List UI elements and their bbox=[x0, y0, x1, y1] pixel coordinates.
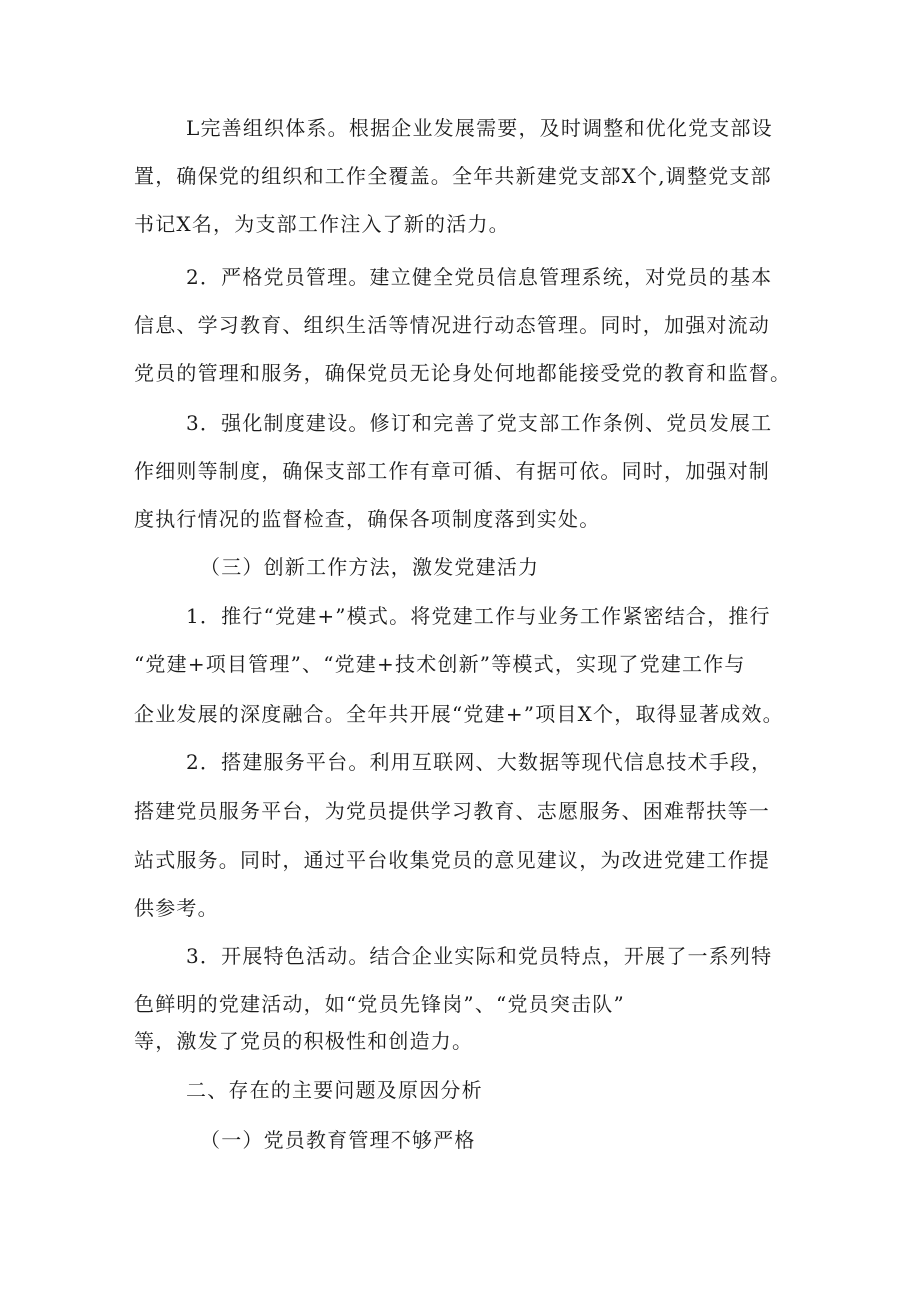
body-line: 站式服务。同时，通过平台收集党员的意见建议，为改进党建工作提 bbox=[134, 848, 770, 872]
body-line: L完善组织体系。根据企业发展需要，及时调整和优化党支部设 bbox=[186, 116, 773, 140]
body-line: 供参考。 bbox=[134, 896, 219, 920]
body-line: 信息、学习教育、组织生活等情况进行动态管理。同时，加强对流动 bbox=[134, 313, 770, 337]
body-line: 1．推行“党建+”模式。将党建工作与业务工作紧密结合，推行 bbox=[186, 604, 771, 628]
body-line: “党建+项目管理”、“党建+技术创新”等模式，实现了党建工作与 bbox=[134, 652, 746, 676]
section-heading: （一）党员教育管理不够严格 bbox=[200, 1128, 476, 1152]
body-line: 3．强化制度建设。修订和完善了党支部工作条例、党员发展工 bbox=[186, 411, 773, 435]
body-line: 置，确保党的组织和工作全覆盖。全年共新建党支部X个,调整党支部 bbox=[134, 164, 772, 188]
body-line: 企业发展的深度融合。全年共开展“党建+”项目X个，取得显著成效。 bbox=[134, 702, 784, 726]
body-line: 等，激发了党员的积极性和创造力。 bbox=[134, 1029, 474, 1053]
body-line: 搭建党员服务平台，为党员提供学习教育、志愿服务、困难帮扶等一 bbox=[134, 799, 770, 823]
body-line: 2．搭建服务平台。利用互联网、大数据等现代信息技术手段， bbox=[186, 750, 773, 774]
body-line: 作细则等制度，确保支部工作有章可循、有据可依。同时，加强对制 bbox=[134, 459, 770, 483]
body-line: 书记X名，为支部工作注入了新的活力。 bbox=[134, 212, 510, 236]
body-line: 色鲜明的党建活动，如“党员先锋岗”、“党员突击队” bbox=[134, 992, 625, 1016]
body-line: 度执行情况的监督检查，确保各项制度落到实处。 bbox=[134, 507, 601, 531]
body-line: 2．严格党员管理。建立健全党员信息管理系统，对党员的基本 bbox=[186, 265, 773, 289]
body-line: 3．开展特色活动。结合企业实际和党员特点，开展了一系列特 bbox=[186, 944, 773, 968]
section-heading: （三）创新工作方法，激发党建活力 bbox=[200, 555, 540, 579]
chapter-heading: 二、存在的主要问题及原因分析 bbox=[186, 1078, 483, 1102]
body-line: 党员的管理和服务，确保党员无论身处何地都能接受党的教育和监督。 bbox=[134, 361, 792, 385]
